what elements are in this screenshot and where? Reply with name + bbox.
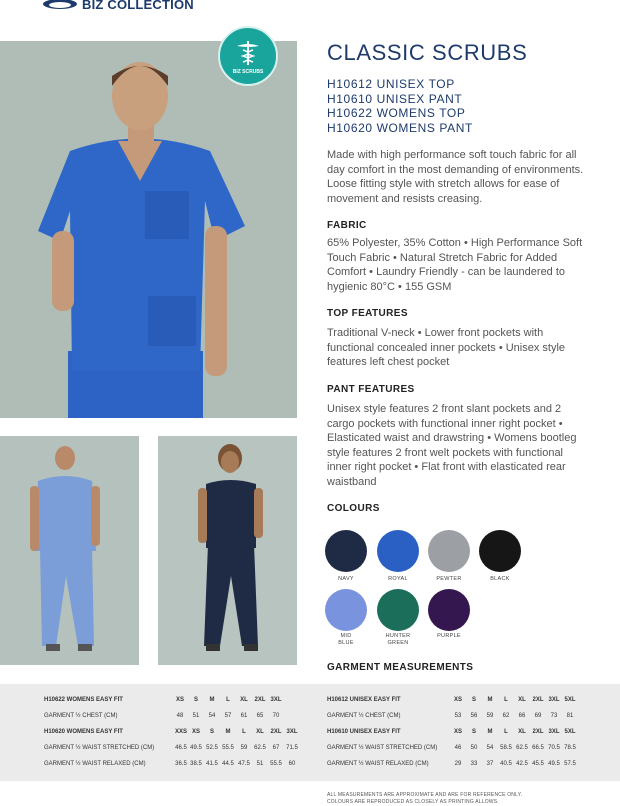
size-header: 3XL [548,729,560,735]
table-row [327,708,597,724]
garment-measurements-heading: GARMENT MEASUREMENTS [327,662,474,673]
page-title: CLASSIC SCRUBS [327,40,528,65]
colours-heading: COLOURS [327,503,380,514]
model-unisex-royal-image [0,41,297,418]
swatch-label-text: HUNTER GREEN [385,633,411,646]
model-womens-navy-image [158,436,297,665]
table-cell: 48 [176,713,184,719]
table-cell: 57 [224,713,232,719]
top-features-text: Traditional V-neck • Lower front pockets with functional concealed inner pockets • Unisex style features left chest pocket [327,327,566,369]
table-cell: 50 [470,745,478,751]
table-section-label: H10622 WOMENS EASY FIT [44,697,123,703]
swatch-label [316,633,376,647]
table-cell: 42.5 [516,761,528,767]
pant-features-text: Unisex style features 2 front slant pockets and 2 cargo pockets with functional inner right pocket • Elasticated waist and drawstring • Womens bootleg style features 2 front welt pockets with functional inner right pocket • Flat front with elasticated rear waistband [327,403,577,488]
badge-label: BIZ SCRUBS [232,68,264,75]
size-header: M [225,729,231,735]
size-header: XS [175,697,184,703]
hero-photo [0,41,297,418]
size-header: L [504,697,508,703]
table-cell: 37 [486,761,494,767]
footnote-line: ALL MEASUREMENTS ARE APPROXIMATE AND ARE FOR REFERENCE ONLY. [327,792,523,798]
row-label: GARMENT ½ WAIST RELAXED (CM) [327,761,429,767]
table-cell: 45.5 [532,761,544,767]
fabric-text: 65% Polyester, 35% Cotton • High Performance Soft Touch Fabric • Natural Stretch Fabric for Added Comfort • Laundry Friendly - can be laundered to hygienic 80°C • 155 GSM [327,237,583,293]
table-header-row [44,724,314,740]
model-unisex-midblue-photo [0,436,139,665]
footnote-line: COLOURS ARE REPRODUCED AS CLOSELY AS PRINTING ALLOWS. [327,798,499,805]
caduceus-icon [233,38,263,68]
swatch-label: PEWTER [436,576,462,582]
size-header: 2XL [254,697,266,703]
table-cell: 71.5 [286,745,298,751]
size-header: M [487,697,493,703]
product-code: H10622 WOMENS TOP [327,106,466,120]
biz-scrubs-badge [218,26,278,86]
table-cell: 33 [470,761,478,767]
table-cell: 49.5 [548,761,560,767]
table-cell: 73 [550,713,558,719]
table-cell: 46 [454,745,462,751]
size-header: 5XL [564,697,576,703]
size-header: L [504,729,508,735]
measurements-table [0,684,620,781]
size-header: S [471,697,476,703]
size-header: XS [191,729,200,735]
size-header: 2XL [532,729,544,735]
swatch-purple [428,589,470,631]
table-cell: 56 [470,713,478,719]
row-label: GARMENT ½ WAIST STRETCHED (CM) [327,745,438,751]
swatch-navy [325,530,367,572]
table-cell: 62.5 [254,745,266,751]
table-cell: 59 [240,745,248,751]
table-cell: 55.5 [222,745,234,751]
table-cell: 54 [486,745,494,751]
table-row [327,740,597,756]
swatch-black [479,530,521,572]
swatch-label: ROYAL [388,576,408,582]
size-header: 5XL [564,729,576,735]
size-header: 2XL [532,697,544,703]
row-label: GARMENT ½ CHEST (CM) [327,713,401,719]
product-code: H10612 UNISEX TOP [327,77,455,91]
table-cell: 81 [566,713,574,719]
size-header: XS [453,697,462,703]
size-header: 2XL [270,729,282,735]
footnote [327,792,522,805]
size-header: 3XL [548,697,560,703]
product-code: H10610 UNISEX PANT [327,91,463,106]
swatch-mid-blue [325,589,367,631]
table-cell: 49.5 [190,745,202,751]
table-header-row [327,692,597,708]
size-header: XS [453,729,462,735]
table-cell: 55.5 [270,761,282,767]
row-label: GARMENT ½ CHEST (CM) [44,713,118,719]
table-row [44,708,314,724]
swatch-label: PURPLE [437,633,461,639]
size-header: XL [518,697,526,703]
table-cell: 61 [240,713,248,719]
table-header-row [327,724,597,740]
table-cell: 46.5 [175,745,187,751]
table-cell: 51 [256,761,264,767]
table-cell: 62.5 [516,745,528,751]
size-header: XL [518,729,526,735]
table-cell: 60 [288,761,296,767]
size-header: S [209,729,214,735]
biz-logo-icon [42,0,78,10]
table-cell: 53 [454,713,462,719]
brand-name: BIZ COLLECTION [82,0,194,12]
pant-features-heading: PANT FEATURES [327,384,415,395]
table-header-row [44,692,314,708]
size-header: XXS [174,729,187,735]
top-features-heading: TOP FEATURES [327,308,408,319]
table-cell: 65 [256,713,264,719]
product-code: H10620 WOMENS PANT [327,120,473,135]
table-cell: 67 [272,745,280,751]
table-cell: 59 [486,713,494,719]
table-row [44,756,314,772]
size-header: M [487,729,493,735]
table-cell: 36.5 [175,761,187,767]
size-header: S [471,729,476,735]
size-header: L [226,697,230,703]
intro-text: Made with high performance soft touch fabric for all day comfort in the most demanding of environments. Loose fitting style with stretch allows for ease of movement and resists creasing. [327,149,584,205]
brand-header [42,0,194,11]
table-row [44,740,314,756]
swatch-label: NAVY [338,576,354,582]
table-cell: 78.5 [564,745,576,751]
table-cell: 29 [454,761,462,767]
swatch-label: BLACK [490,576,510,582]
row-label: GARMENT ½ WAIST RELAXED (CM) [44,761,146,767]
table-cell: 70 [272,713,280,719]
swatch-pewter [428,530,470,572]
product-codes [327,77,473,135]
size-header: XL [240,697,248,703]
model-womens-navy-photo [158,436,297,665]
size-header: 3XL [270,697,282,703]
table-cell: 57.5 [564,761,576,767]
fabric-heading: FABRIC [327,220,367,231]
table-section-label: H10612 UNISEX EASY FIT [327,697,401,703]
size-header: S [193,697,198,703]
size-header: L [242,729,246,735]
table-cell: 41.5 [206,761,218,767]
table-cell: 44.5 [222,761,234,767]
table-cell: 70.5 [548,745,560,751]
table-cell: 69 [534,713,542,719]
row-label: GARMENT ½ WAIST STRETCHED (CM) [44,745,155,751]
table-cell: 51 [192,713,200,719]
table-cell: 52.5 [206,745,218,751]
size-header: M [209,697,215,703]
table-cell: 58.5 [500,745,512,751]
table-cell: 47.5 [238,761,250,767]
table-cell: 40.5 [500,761,512,767]
table-cell: 38.5 [190,761,202,767]
swatch-hunter-green [377,589,419,631]
table-cell: 54 [208,713,216,719]
size-header: XL [256,729,264,735]
swatch-royal [377,530,419,572]
table-section-label: H10620 WOMENS EASY FIT [44,729,123,735]
table-cell: 66.5 [532,745,544,751]
table-cell: 66 [518,713,526,719]
table-cell: 62 [502,713,510,719]
size-header: 3XL [286,729,298,735]
table-section-label: H10610 UNISEX EASY FIT [327,729,401,735]
model-unisex-midblue-image [0,436,139,665]
swatch-label-text: MID BLUE [338,633,354,646]
table-row [327,756,597,772]
